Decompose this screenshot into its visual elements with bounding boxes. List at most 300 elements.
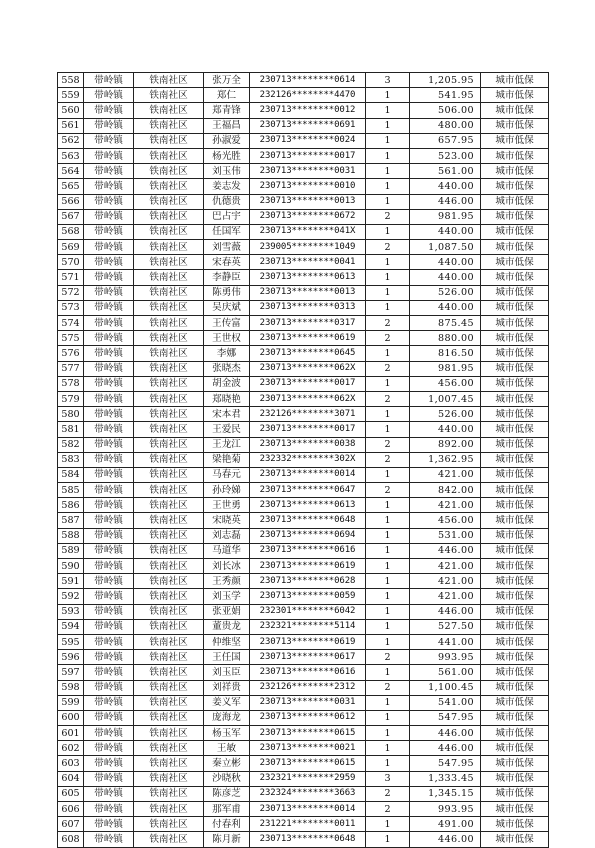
id-number-cell: 232301********6042: [250, 604, 366, 619]
category-cell: 城市低保: [481, 376, 549, 391]
household-size-cell: 1: [366, 498, 410, 513]
category-cell: 城市低保: [481, 285, 549, 300]
table-row: [58, 498, 549, 513]
id-number-cell: 230713********0017: [250, 376, 366, 391]
table-row: [58, 786, 549, 801]
amount-cell: 547.95: [410, 710, 481, 725]
id-number-cell: 230713********0619: [250, 559, 366, 574]
table-row: [58, 391, 549, 406]
row-number-cell: 587: [58, 513, 84, 528]
row-number-cell: 586: [58, 498, 84, 513]
town-cell: 带岭镇: [84, 316, 134, 331]
category-cell: 城市低保: [481, 209, 549, 224]
row-number-cell: 605: [58, 786, 84, 801]
household-size-cell: 1: [366, 695, 410, 710]
name-cell: 郑青锋: [204, 103, 250, 118]
town-cell: 带岭镇: [84, 574, 134, 589]
table-row: [58, 528, 549, 543]
amount-cell: 523.00: [410, 148, 481, 163]
category-cell: 城市低保: [481, 513, 549, 528]
id-number-cell: 239005********1049: [250, 240, 366, 255]
community-cell: 铁南社区: [134, 133, 204, 148]
category-cell: 城市低保: [481, 224, 549, 239]
amount-cell: 440.00: [410, 300, 481, 315]
id-number-cell: 230713********0647: [250, 483, 366, 498]
household-size-cell: 1: [366, 832, 410, 847]
amount-cell: 993.95: [410, 802, 481, 817]
table-row: [58, 179, 549, 194]
category-cell: 城市低保: [481, 300, 549, 315]
id-number-cell: 230713********0613: [250, 270, 366, 285]
town-cell: 带岭镇: [84, 498, 134, 513]
town-cell: 带岭镇: [84, 118, 134, 133]
household-size-cell: 2: [366, 452, 410, 467]
row-number-cell: 558: [58, 73, 84, 88]
id-number-cell: 230713********0021: [250, 741, 366, 756]
amount-cell: 446.00: [410, 543, 481, 558]
community-cell: 铁南社区: [134, 194, 204, 209]
category-cell: 城市低保: [481, 802, 549, 817]
community-cell: 铁南社区: [134, 604, 204, 619]
category-cell: 城市低保: [481, 771, 549, 786]
category-cell: 城市低保: [481, 391, 549, 406]
amount-cell: 981.95: [410, 361, 481, 376]
row-number-cell: 567: [58, 209, 84, 224]
id-number-cell: 230713********0612: [250, 710, 366, 725]
name-cell: 郑仁: [204, 88, 250, 103]
name-cell: 任国军: [204, 224, 250, 239]
id-number-cell: 230713********062X: [250, 391, 366, 406]
row-number-cell: 607: [58, 817, 84, 832]
name-cell: 王秀颜: [204, 574, 250, 589]
community-cell: 铁南社区: [134, 665, 204, 680]
town-cell: 带岭镇: [84, 528, 134, 543]
name-cell: 孙淑爱: [204, 133, 250, 148]
name-cell: 马春元: [204, 467, 250, 482]
row-number-cell: 579: [58, 391, 84, 406]
table-row: [58, 710, 549, 725]
name-cell: 仇德贵: [204, 194, 250, 209]
community-cell: 铁南社区: [134, 300, 204, 315]
category-cell: 城市低保: [481, 118, 549, 133]
town-cell: 带岭镇: [84, 467, 134, 482]
community-cell: 铁南社区: [134, 528, 204, 543]
row-number-cell: 602: [58, 741, 84, 756]
category-cell: 城市低保: [481, 179, 549, 194]
category-cell: 城市低保: [481, 133, 549, 148]
table-row: [58, 270, 549, 285]
table-row: [58, 331, 549, 346]
community-cell: 铁南社区: [134, 391, 204, 406]
amount-cell: 421.00: [410, 498, 481, 513]
community-cell: 铁南社区: [134, 346, 204, 361]
category-cell: 城市低保: [481, 331, 549, 346]
row-number-cell: 576: [58, 346, 84, 361]
id-number-cell: 230713********0013: [250, 285, 366, 300]
household-size-cell: 1: [366, 589, 410, 604]
household-size-cell: 1: [366, 741, 410, 756]
table-row: [58, 680, 549, 695]
town-cell: 带岭镇: [84, 619, 134, 634]
name-cell: 马道华: [204, 543, 250, 558]
town-cell: 带岭镇: [84, 665, 134, 680]
name-cell: 宋本君: [204, 407, 250, 422]
row-number-cell: 581: [58, 422, 84, 437]
amount-cell: 1,205.95: [410, 73, 481, 88]
row-number-cell: 575: [58, 331, 84, 346]
town-cell: 带岭镇: [84, 604, 134, 619]
household-size-cell: 1: [366, 224, 410, 239]
amount-cell: 440.00: [410, 270, 481, 285]
amount-cell: 446.00: [410, 832, 481, 847]
category-cell: 城市低保: [481, 726, 549, 741]
town-cell: 带岭镇: [84, 452, 134, 467]
category-cell: 城市低保: [481, 559, 549, 574]
id-number-cell: 230713********0010: [250, 179, 366, 194]
row-number-cell: 589: [58, 543, 84, 558]
amount-cell: 981.95: [410, 209, 481, 224]
household-size-cell: 1: [366, 528, 410, 543]
row-number-cell: 577: [58, 361, 84, 376]
category-cell: 城市低保: [481, 604, 549, 619]
amount-cell: 440.00: [410, 224, 481, 239]
name-cell: 刘雪薇: [204, 240, 250, 255]
town-cell: 带岭镇: [84, 817, 134, 832]
household-size-cell: 1: [366, 543, 410, 558]
town-cell: 带岭镇: [84, 255, 134, 270]
name-cell: 张亚娟: [204, 604, 250, 619]
name-cell: 庞海龙: [204, 710, 250, 725]
row-number-cell: 571: [58, 270, 84, 285]
table-row: [58, 604, 549, 619]
name-cell: 杨光胜: [204, 148, 250, 163]
household-size-cell: 1: [366, 346, 410, 361]
town-cell: 带岭镇: [84, 437, 134, 452]
table-row: [58, 619, 549, 634]
household-size-cell: 2: [366, 361, 410, 376]
table-row: [58, 300, 549, 315]
household-size-cell: 2: [366, 391, 410, 406]
community-cell: 铁南社区: [134, 559, 204, 574]
id-number-cell: 230713********0014: [250, 467, 366, 482]
table-row: [58, 634, 549, 649]
row-number-cell: 594: [58, 619, 84, 634]
community-cell: 铁南社区: [134, 452, 204, 467]
community-cell: 铁南社区: [134, 407, 204, 422]
category-cell: 城市低保: [481, 695, 549, 710]
town-cell: 带岭镇: [84, 710, 134, 725]
household-size-cell: 1: [366, 270, 410, 285]
town-cell: 带岭镇: [84, 559, 134, 574]
name-cell: 王龙江: [204, 437, 250, 452]
table-row: [58, 118, 549, 133]
amount-cell: 993.95: [410, 650, 481, 665]
table-row: [58, 133, 549, 148]
amount-cell: 547.95: [410, 756, 481, 771]
row-number-cell: 562: [58, 133, 84, 148]
row-number-cell: 604: [58, 771, 84, 786]
row-number-cell: 559: [58, 88, 84, 103]
category-cell: 城市低保: [481, 650, 549, 665]
id-number-cell: 230713********0615: [250, 756, 366, 771]
amount-cell: 421.00: [410, 467, 481, 482]
row-number-cell: 570: [58, 255, 84, 270]
row-number-cell: 569: [58, 240, 84, 255]
category-cell: 城市低保: [481, 665, 549, 680]
table-row: [58, 695, 549, 710]
table-row: [58, 741, 549, 756]
community-cell: 铁南社区: [134, 726, 204, 741]
id-number-cell: 230713********0013: [250, 194, 366, 209]
id-number-cell: 230713********0041: [250, 255, 366, 270]
id-number-cell: 230713********0038: [250, 437, 366, 452]
town-cell: 带岭镇: [84, 695, 134, 710]
household-size-cell: 2: [366, 316, 410, 331]
town-cell: 带岭镇: [84, 741, 134, 756]
household-size-cell: 1: [366, 619, 410, 634]
table-row: [58, 73, 549, 88]
amount-cell: 446.00: [410, 741, 481, 756]
town-cell: 带岭镇: [84, 634, 134, 649]
row-number-cell: 568: [58, 224, 84, 239]
household-size-cell: 1: [366, 376, 410, 391]
id-number-cell: 230713********0031: [250, 164, 366, 179]
name-cell: 王爱民: [204, 422, 250, 437]
category-cell: 城市低保: [481, 240, 549, 255]
category-cell: 城市低保: [481, 194, 549, 209]
id-number-cell: 230713********0024: [250, 133, 366, 148]
amount-cell: 561.00: [410, 164, 481, 179]
amount-cell: 531.00: [410, 528, 481, 543]
community-cell: 铁南社区: [134, 710, 204, 725]
id-number-cell: 230713********041X: [250, 224, 366, 239]
category-cell: 城市低保: [481, 528, 549, 543]
amount-cell: 657.95: [410, 133, 481, 148]
id-number-cell: 230713********0616: [250, 543, 366, 558]
name-cell: 仲维坚: [204, 634, 250, 649]
town-cell: 带岭镇: [84, 513, 134, 528]
household-size-cell: 3: [366, 73, 410, 88]
household-size-cell: 1: [366, 118, 410, 133]
town-cell: 带岭镇: [84, 270, 134, 285]
name-cell: 付春利: [204, 817, 250, 832]
roster-sheet: [57, 72, 549, 848]
row-number-cell: 590: [58, 559, 84, 574]
table-row: [58, 361, 549, 376]
row-number-cell: 572: [58, 285, 84, 300]
household-size-cell: 1: [366, 604, 410, 619]
household-size-cell: 1: [366, 148, 410, 163]
category-cell: 城市低保: [481, 619, 549, 634]
household-size-cell: 1: [366, 665, 410, 680]
category-cell: 城市低保: [481, 164, 549, 179]
table-row: [58, 650, 549, 665]
community-cell: 铁南社区: [134, 255, 204, 270]
household-size-cell: 1: [366, 407, 410, 422]
name-cell: 王世勇: [204, 498, 250, 513]
name-cell: 沙晓秋: [204, 771, 250, 786]
amount-cell: 446.00: [410, 726, 481, 741]
community-cell: 铁南社区: [134, 316, 204, 331]
town-cell: 带岭镇: [84, 224, 134, 239]
name-cell: 那军甫: [204, 802, 250, 817]
town-cell: 带岭镇: [84, 407, 134, 422]
community-cell: 铁南社区: [134, 361, 204, 376]
community-cell: 铁南社区: [134, 88, 204, 103]
amount-cell: 1,362.95: [410, 452, 481, 467]
name-cell: 王传富: [204, 316, 250, 331]
community-cell: 铁南社区: [134, 270, 204, 285]
community-cell: 铁南社区: [134, 103, 204, 118]
category-cell: 城市低保: [481, 483, 549, 498]
name-cell: 胡金波: [204, 376, 250, 391]
name-cell: 陈勇伟: [204, 285, 250, 300]
household-size-cell: 1: [366, 179, 410, 194]
category-cell: 城市低保: [481, 270, 549, 285]
household-size-cell: 2: [366, 680, 410, 695]
name-cell: 杨玉军: [204, 726, 250, 741]
name-cell: 刘玉臣: [204, 665, 250, 680]
subsidy-roster-table: [57, 72, 549, 848]
amount-cell: 527.50: [410, 619, 481, 634]
name-cell: 刘玉伟: [204, 164, 250, 179]
community-cell: 铁南社区: [134, 209, 204, 224]
household-size-cell: 2: [366, 650, 410, 665]
household-size-cell: 1: [366, 574, 410, 589]
town-cell: 带岭镇: [84, 771, 134, 786]
name-cell: 王世权: [204, 331, 250, 346]
amount-cell: 561.00: [410, 665, 481, 680]
table-row: [58, 452, 549, 467]
household-size-cell: 1: [366, 756, 410, 771]
household-size-cell: 2: [366, 483, 410, 498]
amount-cell: 440.00: [410, 422, 481, 437]
table-row: [58, 103, 549, 118]
table-row: [58, 832, 549, 847]
row-number-cell: 573: [58, 300, 84, 315]
household-size-cell: 2: [366, 437, 410, 452]
table-row: [58, 483, 549, 498]
id-number-cell: 230713********0317: [250, 316, 366, 331]
amount-cell: 446.00: [410, 604, 481, 619]
table-row: [58, 559, 549, 574]
amount-cell: 880.00: [410, 331, 481, 346]
category-cell: 城市低保: [481, 741, 549, 756]
category-cell: 城市低保: [481, 467, 549, 482]
community-cell: 铁南社区: [134, 756, 204, 771]
category-cell: 城市低保: [481, 73, 549, 88]
household-size-cell: 1: [366, 513, 410, 528]
town-cell: 带岭镇: [84, 148, 134, 163]
row-number-cell: 599: [58, 695, 84, 710]
table-row: [58, 771, 549, 786]
amount-cell: 541.95: [410, 88, 481, 103]
table-row: [58, 437, 549, 452]
id-number-cell: 232321********2959: [250, 771, 366, 786]
row-number-cell: 600: [58, 710, 84, 725]
name-cell: 张晓杰: [204, 361, 250, 376]
name-cell: 郑晓艳: [204, 391, 250, 406]
community-cell: 铁南社区: [134, 467, 204, 482]
table-row: [58, 376, 549, 391]
household-size-cell: 1: [366, 103, 410, 118]
name-cell: 巴占宇: [204, 209, 250, 224]
id-number-cell: 230713********0672: [250, 209, 366, 224]
town-cell: 带岭镇: [84, 209, 134, 224]
name-cell: 张万全: [204, 73, 250, 88]
community-cell: 铁南社区: [134, 802, 204, 817]
category-cell: 城市低保: [481, 817, 549, 832]
community-cell: 铁南社区: [134, 680, 204, 695]
town-cell: 带岭镇: [84, 832, 134, 847]
category-cell: 城市低保: [481, 316, 549, 331]
category-cell: 城市低保: [481, 361, 549, 376]
community-cell: 铁南社区: [134, 498, 204, 513]
id-number-cell: 230713********0313: [250, 300, 366, 315]
town-cell: 带岭镇: [84, 331, 134, 346]
community-cell: 铁南社区: [134, 513, 204, 528]
table-row: [58, 574, 549, 589]
id-number-cell: 230713********0017: [250, 422, 366, 437]
community-cell: 铁南社区: [134, 285, 204, 300]
community-cell: 铁南社区: [134, 331, 204, 346]
community-cell: 铁南社区: [134, 118, 204, 133]
table-row: [58, 589, 549, 604]
row-number-cell: 578: [58, 376, 84, 391]
table-row: [58, 802, 549, 817]
category-cell: 城市低保: [481, 574, 549, 589]
household-size-cell: 2: [366, 331, 410, 346]
town-cell: 带岭镇: [84, 73, 134, 88]
roster-body: [58, 73, 549, 848]
category-cell: 城市低保: [481, 634, 549, 649]
table-row: [58, 285, 549, 300]
row-number-cell: 565: [58, 179, 84, 194]
table-row: [58, 209, 549, 224]
category-cell: 城市低保: [481, 589, 549, 604]
amount-cell: 421.00: [410, 574, 481, 589]
row-number-cell: 598: [58, 680, 84, 695]
table-row: [58, 194, 549, 209]
household-size-cell: 1: [366, 164, 410, 179]
amount-cell: 816.50: [410, 346, 481, 361]
table-row: [58, 255, 549, 270]
row-number-cell: 580: [58, 407, 84, 422]
town-cell: 带岭镇: [84, 164, 134, 179]
row-number-cell: 563: [58, 148, 84, 163]
town-cell: 带岭镇: [84, 300, 134, 315]
row-number-cell: 583: [58, 452, 84, 467]
row-number-cell: 584: [58, 467, 84, 482]
amount-cell: 526.00: [410, 407, 481, 422]
town-cell: 带岭镇: [84, 361, 134, 376]
community-cell: 铁南社区: [134, 786, 204, 801]
household-size-cell: 2: [366, 786, 410, 801]
community-cell: 铁南社区: [134, 483, 204, 498]
table-row: [58, 543, 549, 558]
id-number-cell: 230713********0613: [250, 498, 366, 513]
town-cell: 带岭镇: [84, 543, 134, 558]
town-cell: 带岭镇: [84, 391, 134, 406]
id-number-cell: 230713********0691: [250, 118, 366, 133]
amount-cell: 875.45: [410, 316, 481, 331]
category-cell: 城市低保: [481, 422, 549, 437]
household-size-cell: 1: [366, 710, 410, 725]
category-cell: 城市低保: [481, 255, 549, 270]
household-size-cell: 3: [366, 771, 410, 786]
amount-cell: 506.00: [410, 103, 481, 118]
name-cell: 宋晓英: [204, 513, 250, 528]
